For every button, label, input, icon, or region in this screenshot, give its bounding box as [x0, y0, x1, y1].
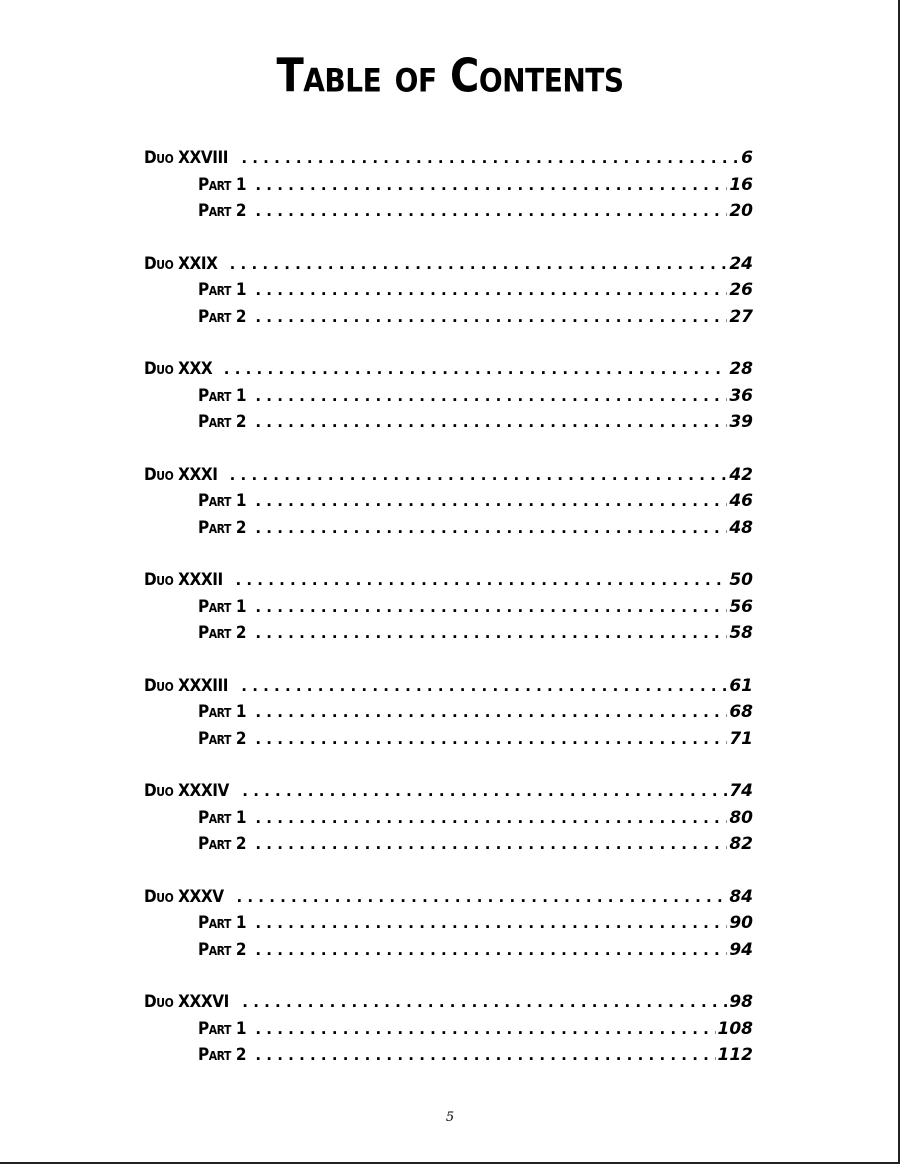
toc-entry-label: Part 1 [198, 280, 247, 300]
dot-leader [242, 993, 727, 1011]
toc-entry-label: Duo XXXV [144, 886, 224, 907]
dot-leader [255, 703, 727, 721]
toc-entry-duo[interactable] [144, 887, 753, 914]
dot-leader [241, 677, 727, 695]
toc-entry-label: Part 1 [198, 1018, 247, 1039]
toc-entry-part[interactable] [198, 702, 753, 729]
dot-leader [255, 492, 727, 510]
dot-leader [255, 809, 727, 827]
toc-entry-part[interactable] [198, 940, 753, 967]
dot-leader [236, 888, 727, 906]
toc-entry-page: 82 [729, 834, 753, 854]
toc-group [0, 465, 900, 545]
dot-leader [255, 176, 727, 194]
dot-leader [235, 571, 727, 589]
toc-group [0, 781, 900, 861]
toc-entry-page: 71 [729, 728, 753, 749]
toc-entry-label: Part 2 [198, 1045, 247, 1065]
toc-entry-page: 16 [729, 174, 753, 195]
toc-entry-page: 90 [729, 913, 753, 933]
toc-entry-part[interactable] [198, 808, 753, 835]
toc-entry-label: Duo XXIX [144, 253, 218, 274]
toc-entry-page: 56 [729, 596, 753, 617]
toc-entry-label: Part 2 [198, 939, 247, 960]
toc-entry-page: 58 [729, 623, 753, 643]
toc-entry-label: Part 2 [198, 201, 247, 221]
toc-entry-part[interactable] [198, 280, 753, 307]
toc-entry-label: Part 1 [198, 702, 247, 722]
toc-entry-label: Part 1 [198, 913, 247, 933]
toc-entry-duo[interactable] [144, 992, 753, 1019]
toc-entry-part[interactable] [198, 386, 753, 413]
dot-leader [241, 149, 739, 167]
toc-group [0, 887, 900, 967]
toc-entry-page: 84 [729, 886, 753, 907]
toc-entry-page: 68 [729, 702, 753, 722]
toc-entry-page: 46 [729, 491, 753, 511]
toc-entry-page: 61 [729, 675, 753, 696]
toc-entry-page: 108 [717, 1018, 753, 1039]
dot-leader [255, 387, 727, 405]
toc-group [0, 359, 900, 439]
toc-entry-part[interactable] [198, 491, 753, 518]
toc-entry-duo[interactable] [144, 781, 753, 808]
toc-entry-part[interactable] [198, 518, 753, 545]
toc-entry-page: 98 [729, 992, 753, 1012]
dot-leader [255, 914, 727, 932]
dot-leader [224, 360, 728, 378]
toc-entry-label: Duo XXX [144, 359, 213, 379]
dot-leader [255, 624, 727, 642]
toc-group [0, 254, 900, 334]
toc-entry-duo[interactable] [144, 254, 753, 281]
toc-entry-label: Part 1 [198, 807, 247, 828]
toc-entry-part[interactable] [198, 307, 753, 334]
toc-entry-duo[interactable] [144, 465, 753, 492]
toc-entry-label: Part 2 [198, 306, 247, 327]
dot-leader [230, 466, 728, 484]
toc-entry-duo[interactable] [144, 148, 753, 175]
toc-entry-label: Duo XXXVI [144, 992, 229, 1012]
toc-entry-page: 42 [729, 464, 753, 485]
toc-entry-part[interactable] [198, 175, 753, 202]
toc-entry-duo[interactable] [144, 676, 753, 703]
toc-entry-page: 50 [729, 570, 753, 590]
toc-entry-label: Part 2 [198, 623, 247, 643]
toc-entry-part[interactable] [198, 201, 753, 228]
toc-entry-part[interactable] [198, 1045, 753, 1072]
dot-leader [255, 941, 727, 959]
dot-leader [255, 202, 727, 220]
toc-entry-label: Duo XXXIV [144, 781, 229, 801]
toc-entry-page: 94 [729, 939, 753, 960]
dot-leader [255, 598, 727, 616]
toc-entry-part[interactable] [198, 623, 753, 650]
dot-leader [255, 1020, 715, 1038]
toc-entry-label: Part 2 [198, 517, 247, 538]
dot-leader [255, 308, 727, 326]
dot-leader [242, 782, 727, 800]
dot-leader [230, 255, 728, 273]
toc-entry-page: 36 [729, 385, 753, 406]
toc-entry-page: 24 [729, 253, 753, 274]
toc-entry-label: Duo XXVIII [144, 148, 228, 168]
toc-entry-label: Part 1 [198, 385, 247, 406]
page-number: 5 [445, 1110, 455, 1125]
toc-entry-label: Duo XXXI [144, 464, 218, 485]
toc-entry-page: 20 [729, 201, 753, 221]
toc-entry-duo[interactable] [144, 570, 753, 597]
toc-entry-page: 74 [729, 781, 753, 801]
dot-leader [255, 730, 727, 748]
dot-leader [255, 413, 727, 431]
dot-leader [255, 281, 727, 299]
toc-entry-page: 27 [729, 306, 753, 327]
toc-entry-page: 26 [729, 280, 753, 300]
toc-entry-label: Part 1 [198, 596, 247, 617]
toc-entry-page: 48 [729, 517, 753, 538]
toc-entry-part[interactable] [198, 834, 753, 861]
toc-group [0, 676, 900, 756]
toc-group [0, 570, 900, 650]
toc-group [0, 992, 900, 1072]
toc-group [0, 148, 900, 228]
toc-entry-label: Part 2 [198, 412, 247, 432]
toc-entry-label: Part 2 [198, 728, 247, 749]
dot-leader [255, 1046, 715, 1064]
toc-entry-label: Part 2 [198, 834, 247, 854]
toc-entry-part[interactable] [198, 729, 753, 756]
toc-entry-part[interactable] [198, 597, 753, 624]
toc-entry-part[interactable] [198, 412, 753, 439]
toc-entry-part[interactable] [198, 913, 753, 940]
toc-entry-page: 112 [717, 1045, 753, 1065]
dot-leader [255, 835, 727, 853]
toc-entry-label: Part 1 [198, 174, 247, 195]
toc-entry-page: 6 [741, 148, 753, 168]
toc-entry-page: 28 [729, 359, 753, 379]
toc-entry-page: 80 [729, 807, 753, 828]
toc-entry-part[interactable] [198, 1019, 753, 1046]
table-of-contents [0, 148, 900, 1098]
page-title: Table of Contents [276, 50, 624, 103]
toc-entry-label: Part 1 [198, 491, 247, 511]
dot-leader [255, 519, 727, 537]
toc-entry-label: Duo XXXII [144, 570, 223, 590]
toc-entry-label: Duo XXXIII [144, 675, 228, 696]
toc-entry-duo[interactable] [144, 359, 753, 386]
toc-entry-page: 39 [729, 412, 753, 432]
